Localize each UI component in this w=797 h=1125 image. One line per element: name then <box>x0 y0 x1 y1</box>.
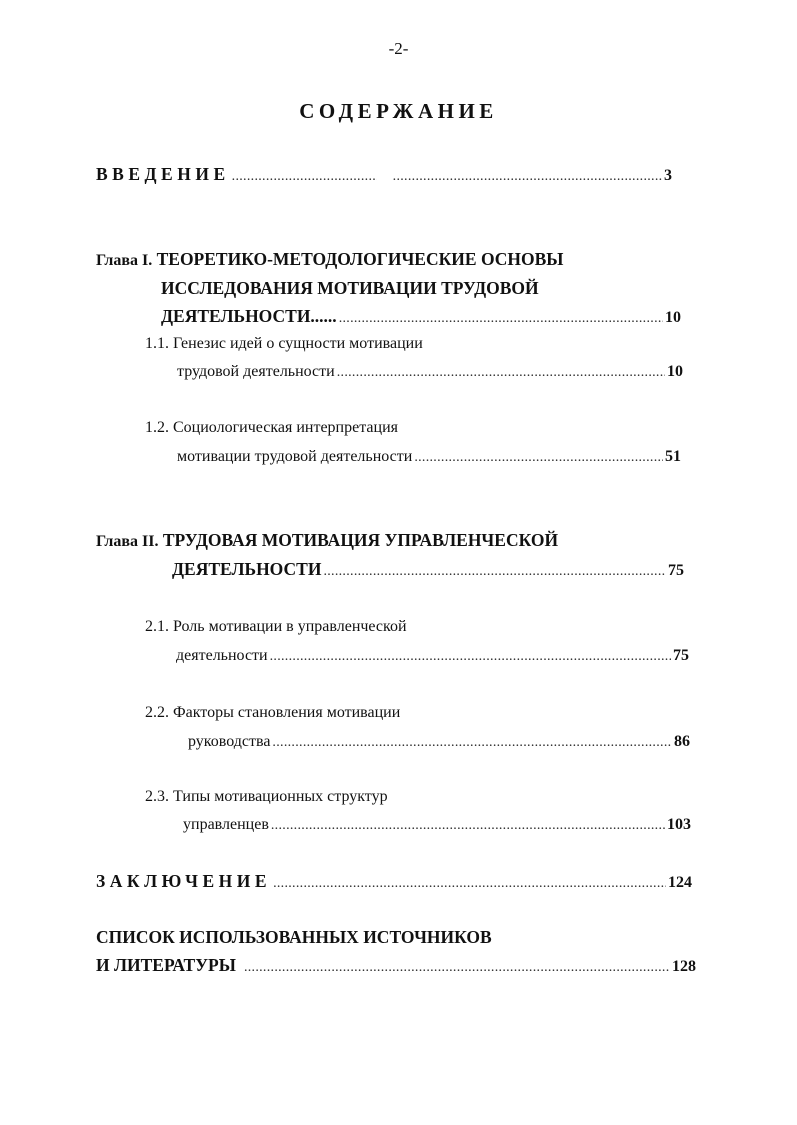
toc-chapter2-line2: ДЕЯТЕЛЬНОСТИ <box>172 559 322 579</box>
toc-leader <box>323 565 666 579</box>
toc-intro-label: ВВЕДЕНИЕ <box>96 164 230 184</box>
toc-entry-conclusion[interactable] <box>96 873 692 891</box>
toc-section-title-cont: деятельности <box>176 647 268 664</box>
toc-section-1-1-heading[interactable] <box>145 336 423 352</box>
toc-leader <box>414 451 663 465</box>
toc-intro-page: 3 <box>664 167 672 184</box>
toc-entry-section-2-2[interactable] <box>188 734 690 750</box>
toc-section-title: Генезис идей о сущности мотивации <box>173 335 423 352</box>
toc-leader <box>232 170 377 184</box>
toc-chapter2-heading[interactable] <box>96 532 558 550</box>
toc-section-title: Факторы становления мотивации <box>173 704 401 721</box>
toc-chapter2-prefix: Глава II. <box>96 533 159 550</box>
toc-chapter1-page: 10 <box>665 309 681 326</box>
toc-leader <box>273 877 666 891</box>
toc-section-2-2-heading[interactable] <box>145 705 400 721</box>
toc-entry-section-1-1[interactable] <box>177 364 683 380</box>
toc-conclusion-page: 124 <box>668 874 692 891</box>
toc-chapter2-page: 75 <box>668 562 684 579</box>
toc-section-title-cont: трудовой деятельности <box>177 363 335 380</box>
toc-section-page: 103 <box>667 816 691 833</box>
toc-conclusion-label: ЗАКЛЮЧЕНИЕ <box>96 871 272 891</box>
toc-section-title: Типы мотивационных структур <box>173 788 388 805</box>
toc-entry-chapter2[interactable] <box>172 561 684 579</box>
toc-entry-section-2-3[interactable] <box>183 817 691 833</box>
toc-leader <box>244 961 670 975</box>
toc-section-page: 75 <box>673 647 689 664</box>
toc-entry-section-1-2[interactable] <box>177 449 681 465</box>
toc-section-num: 2.2. <box>145 704 169 721</box>
toc-section-2-3-heading[interactable] <box>145 789 388 805</box>
toc-entry-intro[interactable] <box>96 166 672 184</box>
toc-references-line2: И ЛИТЕРАТУРЫ <box>96 955 236 975</box>
toc-chapter1-line1: ТЕОРЕТИКО-МЕТОДОЛОГИЧЕСКИЕ ОСНОВЫ <box>156 249 564 269</box>
toc-leader <box>272 736 672 750</box>
toc-section-title: Социологическая интерпретация <box>173 419 398 436</box>
toc-chapter2-line1: ТРУДОВАЯ МОТИВАЦИЯ УПРАВЛЕНЧЕСКОЙ <box>162 530 559 550</box>
toc-section-num: 2.1. <box>145 618 169 635</box>
toc-entry-references[interactable] <box>96 957 696 975</box>
toc-chapter1-prefix: Глава I. <box>96 252 153 269</box>
toc-section-num: 1.2. <box>145 419 169 436</box>
toc-section-1-2-heading[interactable] <box>145 420 398 436</box>
toc-leader <box>271 819 665 833</box>
toc-chapter1-line3: ДЕЯТЕЛЬНОСТИ...... <box>161 306 337 326</box>
toc-chapter1-line2: ИССЛЕДОВАНИЯ МОТИВАЦИИ ТРУДОВОЙ <box>161 278 539 298</box>
toc-section-page: 86 <box>674 733 690 750</box>
toc-section-2-1-heading[interactable] <box>145 619 407 635</box>
page-number: -2- <box>388 39 409 58</box>
toc-section-title: Роль мотивации в управленческой <box>173 618 407 635</box>
toc-section-title-cont: руководства <box>188 733 271 750</box>
toc-leader <box>270 650 671 664</box>
toc-section-num: 2.3. <box>145 788 169 805</box>
toc-entry-chapter1[interactable] <box>161 308 681 326</box>
toc-leader <box>339 312 663 326</box>
toc-section-page: 51 <box>665 448 681 465</box>
toc-leader <box>337 366 665 380</box>
toc-section-title-cont: мотивации трудовой деятельности <box>177 448 413 465</box>
toc-section-page: 10 <box>667 363 683 380</box>
toc-references-line1[interactable]: СПИСОК ИСПОЛЬЗОВАННЫХ ИСТОЧНИКОВ <box>96 927 492 947</box>
toc-section-num: 1.1. <box>145 335 169 352</box>
toc-references-page: 128 <box>672 958 696 975</box>
page-title: СОДЕРЖАНИЕ <box>299 99 498 123</box>
toc-section-title-cont: управленцев <box>183 816 269 833</box>
toc-entry-section-2-1[interactable] <box>176 648 689 664</box>
toc-leader <box>393 170 662 184</box>
toc-chapter1-heading[interactable] <box>96 251 564 269</box>
